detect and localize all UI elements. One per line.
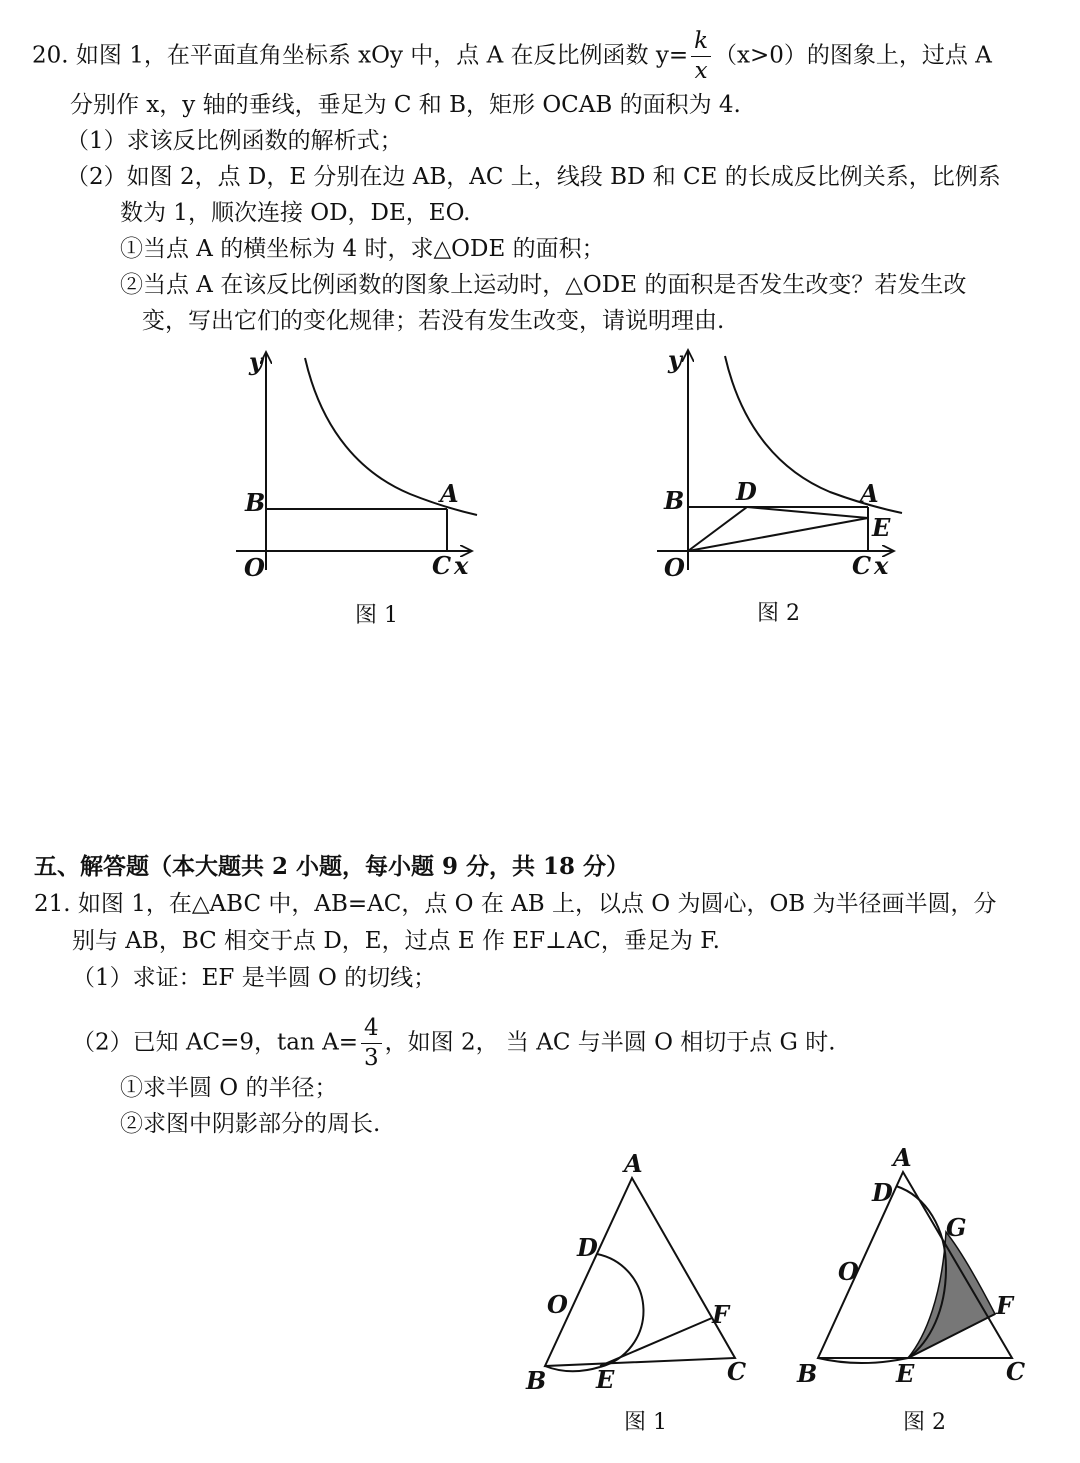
q21-line-6: ②求图中阴影部分的周长. bbox=[120, 1111, 381, 1137]
q21-figure-1 bbox=[545, 1178, 735, 1371]
q20-frac-num: k bbox=[691, 30, 711, 57]
q20-line-7: ②当点 A 在该反比例函数的图象上运动时，△ODE 的面积是否发生改变？若发生改 bbox=[120, 272, 967, 298]
q21-fig1-caption: 图 1 bbox=[624, 1410, 667, 1435]
q21-fig2-label-O: O bbox=[838, 1257, 859, 1286]
q20-fig1-label-C: C bbox=[432, 551, 452, 580]
q21-fig1-label-A: A bbox=[624, 1149, 643, 1178]
q20-figure-2 bbox=[657, 350, 902, 570]
q21-fig1-label-E: E bbox=[596, 1365, 615, 1394]
q20-fig2-segment-OD bbox=[688, 507, 747, 551]
q21-line-5: ①求半圆 O 的半径； bbox=[120, 1075, 338, 1101]
q20-fig2-label-E: E bbox=[872, 513, 891, 542]
q20-line-3: （1）求该反比例函数的解析式； bbox=[66, 128, 403, 154]
q21-fig2-label-G: G bbox=[946, 1213, 967, 1242]
q21-fig2-label-A: A bbox=[893, 1143, 912, 1172]
q20-fig1-label-O: O bbox=[244, 553, 265, 582]
q21-line-4-a: （2）已知 AC=9，tan A= bbox=[72, 1029, 359, 1056]
q20-line-6: ①当点 A 的横坐标为 4 时，求△ODE 的面积； bbox=[120, 236, 605, 262]
q20-frac-den: x bbox=[694, 58, 708, 84]
q21-fig1-label-F: F bbox=[712, 1300, 730, 1329]
q21-fig2-label-B: B bbox=[797, 1359, 818, 1388]
q20-fig2-label-C: C bbox=[852, 551, 872, 580]
q20-fig2-label-B: B bbox=[664, 486, 685, 515]
q20-line-1-a: 20. 如图 1，在平面直角坐标系 xOy 中，点 A 在反比例函数 y= bbox=[32, 42, 689, 69]
q20-fig2-label-y: y bbox=[668, 345, 682, 374]
q21-fig2-label-D: D bbox=[872, 1178, 893, 1207]
q21-line-4-b: ，如图 2， 当 AC 与半圆 O 相切于点 G 时. bbox=[384, 1029, 836, 1056]
q21-line-2: 别与 AB，BC 相交于点 D，E，过点 E 作 EF⊥AC，垂足为 F. bbox=[72, 928, 720, 954]
q21-fig2-label-E: E bbox=[896, 1359, 915, 1388]
q20-figure-1 bbox=[236, 352, 477, 570]
q21-fig1-label-O: O bbox=[547, 1290, 568, 1319]
q20-fig1-label-y: y bbox=[249, 347, 263, 376]
q21-fig1-arc-below-BC bbox=[545, 1366, 600, 1371]
q21-fig2-shaded-region bbox=[908, 1232, 995, 1358]
q20-line-5: 数为 1，顺次连接 OD，DE，EO. bbox=[120, 200, 471, 226]
q20-fig2-label-A: A bbox=[860, 479, 879, 508]
q21-line-1: 21. 如图 1，在△ABC 中，AB=AC，点 O 在 AB 上，以点 O 为圆心，OB 为半径画半圆，分 bbox=[34, 891, 997, 917]
q20-fig2-caption: 图 2 bbox=[757, 601, 800, 626]
q20-fig1-label-B: B bbox=[245, 488, 266, 517]
q20-line-8: 变，写出它们的变化规律；若没有发生改变，请说明理由. bbox=[142, 308, 725, 334]
q21-fig2-label-C: C bbox=[1006, 1357, 1026, 1386]
q20-fig1-caption: 图 1 bbox=[355, 603, 398, 628]
q20-fig2-label-x: x bbox=[874, 551, 889, 580]
q21-fig1-label-B: B bbox=[526, 1366, 547, 1395]
q20-fig1-label-A: A bbox=[440, 479, 459, 508]
q20-line-2: 分别作 x，y 轴的垂线，垂足为 C 和 B，矩形 OCAB 的面积为 4. bbox=[70, 92, 741, 118]
q20-fig2-label-O: O bbox=[664, 553, 685, 582]
q21-fig1-triangle-ABC bbox=[545, 1178, 735, 1366]
q20-fig1-label-x: x bbox=[454, 551, 469, 580]
q20-fig2-segment-DE bbox=[747, 507, 868, 518]
q21-fig2-caption: 图 2 bbox=[903, 1410, 946, 1435]
q21-fig1-label-C: C bbox=[727, 1357, 747, 1386]
q21-line-3: （1）求证：EF 是半圆 O 的切线； bbox=[72, 965, 437, 991]
q20-line-4: （2）如图 2，点 D，E 分别在边 AB，AC 上，线段 BD 和 CE 的长成反比例关系，比例系 bbox=[66, 164, 1001, 190]
q20-line-1-b: （x>0）的图象上，过点 A bbox=[714, 42, 992, 69]
q20-fig2-label-D: D bbox=[736, 477, 757, 506]
q21-fig1-label-D: D bbox=[577, 1233, 598, 1262]
q21-fig2-label-F: F bbox=[996, 1291, 1014, 1320]
section-5-title: 五、解答题（本大题共 2 小题，每小题 9 分，共 18 分） bbox=[34, 853, 630, 880]
q21-frac-num: 4 bbox=[361, 1017, 382, 1044]
q21-frac-den: 3 bbox=[364, 1045, 379, 1071]
q20-fig2-segment-EO bbox=[688, 518, 868, 551]
